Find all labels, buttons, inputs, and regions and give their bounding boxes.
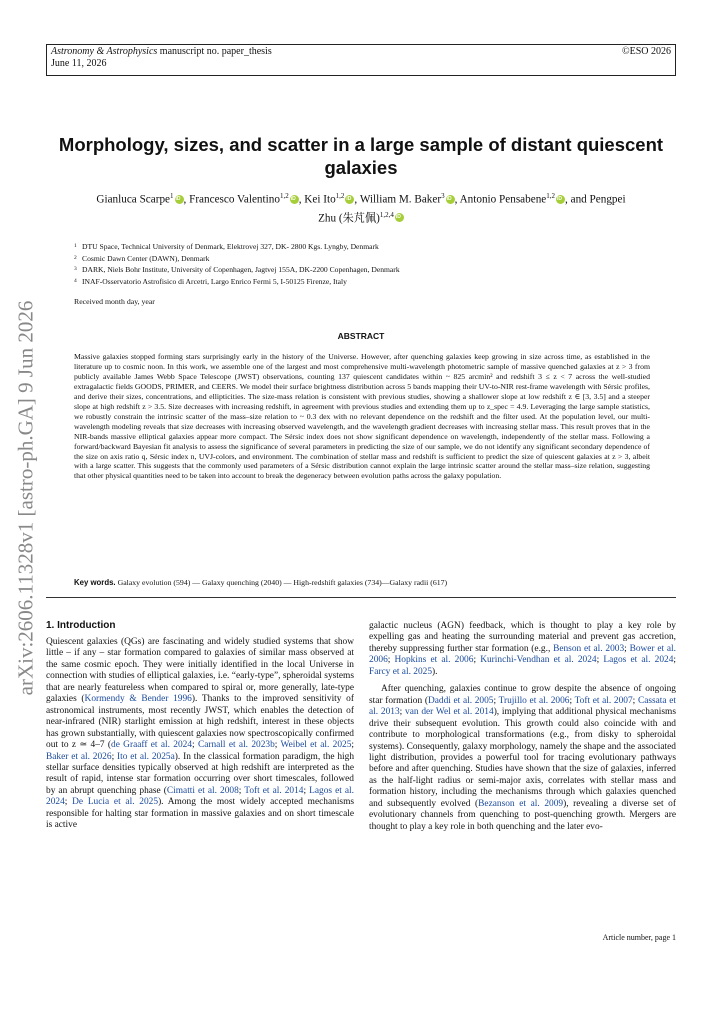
arxiv-id[interactable]: arXiv:2606.11328v1 [astro-ph.GA] 9 Jun 2026 [13,300,38,696]
affiliations [74,241,674,287]
citation-link[interactable]: Hopkins et al. 2006 [394,655,474,666]
keywords-label: Key words. [74,578,116,587]
abstract-text [74,352,650,481]
author-connector: , and Pengpei [565,193,626,206]
orcid-icon[interactable] [175,195,184,204]
citation-link[interactable]: Cimatti et al. 2008 [166,785,239,796]
author-affil-sup: 1,2,4 [379,210,394,219]
citation-link[interactable]: Toft et al. 2007 [574,695,633,706]
manuscript-number: manuscript no. paper_thesis [157,46,272,57]
abstract-body: Massive galaxies stopped forming stars surprisingly early in the history of the Universe. However, after quenching galaxies keep growing in size across time, as established in the literature up to cosmic noon. In this work, we assemble one of the largest and most comprehensive multi-wavelength photometric sample of massive quenched galaxies at z > 3 from publicly available James Webb Space Telescope (JWST) observations, counting 137 quiescent candidates within ~ 825 arcmin² and redshift 3 ≤ z < 7 across the well-studied extragalactic fields GOODS, PRIMER, and CEERS. We model their surface brightness distribution across 5 bands mapping their UV-to-NIR rest-frame wavelength with Sérsic profiles, and derive their sizes, concentrations, and ellipticities. The size-mass relation is consistent with previous studies, showing a shallower slope at low redshift z ∈ [3, 3.5] and a steeper slope at high redshift z > 3.5. Size decreases with increasing redshift, in agreement with previous studies and extending them up to z_spec = 4.9. Leveraging the large sample statistics, we robustly constrain the intrinsic scatter of the mass–size relation to ~ 0.3 dex with no relevant dependence on the redshift and the filter used. At the population level, our multi-wavelength modeling reveals that size decreases with increasing observed wavelength, and the wavelength gradient decreases with increasing stellar mass. This result proves that in the NIR-bands massive elliptical galaxies appear more compact. The Sérsic index does not show significant dependence on wavelength, independently of the stellar mass. Following a forward/backward Bayesian fit analysis to assess the significance of several parameters in predicting the size of our sample, we do not identify any significant secondary dependence of the size on axis ratio q, Sérsic index n, UVJ-colors, and environment. The combination of stellar mass and redshift is sufficient to predict the size of quiescent galaxies at z > 3, albeit with a large scatter. This suggests that the commonly used parameters of a Sérsic distribution cannot explain the large intrinsic scatter around the stellar mass–size relation, suggesting that other physical quantities need to be taken into account to break the degeneracy between evolution paths across the galaxy population. [74,352,650,481]
author-name: William M. Baker [359,193,442,206]
body-text: ; [303,785,310,796]
author-name: Francesco Valentino [189,193,280,206]
author-list [46,189,676,226]
author-line-1: Gianluca Scarpe$^1$iD , Francesco Valentino$^{1,2}$iD , Kei Ito$^{1,2}$iD , William M. Baker$^3$iD , Antonio Pensabene$^{1,2}$iD , and Pengpei [46,189,676,208]
citation-link[interactable]: Ito et al. 2025a [117,751,175,762]
keywords [74,578,674,587]
body-text: After quenching, galaxies continue to grow despite the absence of ongoing star formation ( [369,684,676,706]
citation-link[interactable]: Lagos et al. 2024 [603,655,674,666]
affiliation-text: DTU Space, Technical University of Denmark, Elektrovej 327, DK- 2800 Kgs. Lyngby, Denmark [82,242,379,251]
copyright: ©ESO 2026 [622,46,671,57]
citation-link[interactable]: Kurinchi-Vendhan et al. 2024 [480,655,597,666]
citation-link[interactable]: Cassata et al. 2013 [369,695,676,718]
citation-link[interactable]: Toft et al. 2014 [244,785,304,796]
body-text: ; [473,655,481,666]
body-text: ; [673,655,677,666]
body-text: ; [493,695,499,706]
page-footer: Article number, page 1 [602,933,676,942]
citation-link[interactable]: Bower et al. 2006 [369,643,676,666]
citation-link[interactable]: De Lucia et al. 2025 [72,797,159,808]
intro-column-left [46,637,354,832]
author-affil-sup: 3 [441,192,445,200]
citation-link[interactable]: Farcy et al. 2025 [369,666,433,677]
author-name: Zhu (朱芃佩) [318,212,380,225]
citation-link[interactable]: Daddi et al. 2005 [427,695,494,706]
author-name: Gianluca Scarpe [96,193,171,206]
author-affil-sup: 1,2 [546,192,556,200]
body-text: ; [387,655,395,666]
author-line-2 [46,208,676,227]
intro-paragraph-1-cont [369,621,676,678]
header-date: June 11, 2026 [51,58,107,69]
body-text: Quiescent galaxies (QGs) are fascinating and widely studied systems that show little – if any – star formation compared to galaxies of similar mass observed at the same cosmic epoch. They were initially identified in the local Universe in connection with studies of elliptical galaxies, i.e. “early-type”, spheroidal systems that are nearly featureless when compared to spiral or, more generally, late-type galaxies ( [46,637,354,705]
orcid-icon[interactable] [556,195,565,204]
author-name: Kei Ito [304,193,336,206]
received-date: Received month day, year [74,297,155,306]
section-heading: 1. Introduction [46,620,116,631]
citation-link[interactable]: Trujillo et al. 2006 [498,695,570,706]
body-text: ; [569,695,575,706]
citation-link[interactable]: de Graaff et al. 2024 [111,740,193,751]
citation-link[interactable]: Kormendy & Bender 1996 [84,694,192,705]
body-text: galactic nucleus (AGN) feedback, which is thought to play a key role by expelling gas and heating the surrounding material and prevent gas accretion, thereby suppressing further star formation (e.g., [369,621,676,654]
manuscript-header [46,44,676,76]
body-text: ). Among the most widely accepted mechanisms responsible for halting star formation in massive galaxies and on short timescale is active [46,797,355,831]
body-text: ). In the classical formation paradigm, the high stellar surface densities typically observed at high redshift are interpreted as the result of rapid, intense star formation occurring over short timescales, followed by an abrupt quenching phase ( [46,751,355,796]
body-text: ), revealing a diverse set of evolutionary channels from quenching to post-quenching growth. Mergers are thought to play a key role in both quenching and the later evo- [369,798,676,832]
orcid-icon[interactable] [345,195,354,204]
intro-paragraph-1 [46,637,354,832]
body-text: ; [632,695,638,706]
body-text: ; [351,740,354,751]
affiliation-text: Cosmic Dawn Center (DAWN), Denmark [82,253,210,263]
author-affil-sup: 1,2 [279,192,289,200]
body-text: ; [596,655,604,666]
intro-column-right [369,621,676,833]
body-text: ; [238,785,245,796]
abstract-heading: ABSTRACT [337,331,385,341]
arxiv-stamp[interactable] [10,283,42,713]
citation-link[interactable]: Benson et al. 2003 [553,643,625,654]
orcid-icon[interactable] [446,195,455,204]
body-text: ; [192,740,198,751]
affiliation-item [74,276,674,288]
citation-link[interactable]: Bezanson et al. 2009 [478,798,564,809]
author-name: Antonio Pensabene [459,193,547,206]
affiliation-number: 1 [74,243,77,249]
intro-paragraph-2 [369,684,676,833]
body-text: ), implying that additional physical mechanisms drive their subsequent evolution. This growth could also coincide with and contribute to morphological transformations (e.g., from disky to spheroidal systems). Consequently, galaxy morphology, namely the shape and the associated light distribution, provides a powerful tool for tracing evolutionary pathways before and after quenching. Studies have shown that the size of galaxies, inferred as the half-light radius or semi-major axis, correlates with stellar mass and formation history, including the mechanisms through which galaxies quenched and subsequently evolved ( [369,707,676,809]
affiliation-number: 4 [74,277,77,284]
author-affil-sup: 1 [170,192,174,200]
citation-link[interactable]: Baker et al. 2026 [46,751,112,762]
orcid-icon[interactable] [395,213,404,222]
affiliation-item [74,253,674,265]
affiliation-text: DARK, Niels Bohr Institute, University of Copenhagen, Jagtvej 155A, DK-2200 Copenhagen, Denmark [82,265,400,275]
body-text: ; [64,797,73,808]
header-left [51,46,272,70]
citation-link[interactable]: Lagos et al. 2024 [46,785,355,808]
author-affil-sup: 1,2 [335,192,345,200]
body-text: ; [274,740,281,751]
divider [46,597,676,598]
body-text: ). [432,666,438,677]
affiliation-item [74,241,674,253]
affiliation-number: 2 [74,254,77,261]
affiliation-item [74,264,674,276]
orcid-icon[interactable] [290,195,299,204]
keywords-list: Galaxy evolution (594) — Galaxy quenching (2040) — High-redshift galaxies (734)—Galaxy radii (617) [117,578,448,587]
citation-link[interactable]: Weibel et al. 2025 [280,740,352,751]
body-text: ). Thanks to the improved sensitivity of astronomical instruments, most recently JWST, which enables the detection of near-infrared (NIR) starlight emission at high redshift, interest in these objects has grown substantially, with quiescent galaxies now spectroscopically confirmed out to z ≃ 4–7 ( [46,694,354,751]
journal-name: Astronomy & Astrophysics [51,46,158,57]
citation-link[interactable]: van der Wel et al. 2014 [405,707,494,718]
affiliation-text: INAF-Osservatorio Astrofisico di Arcetri, Largo Enrico Fermi 5, I-50125 Firenze, Italy [82,276,347,286]
body-text: ; [399,707,406,718]
paper-title: Morphology, sizes, and scatter in a large sample of distant quiescent galaxies [58,134,664,178]
body-text: ; [111,751,118,762]
body-text: ; [624,643,630,654]
affiliation-number: 3 [74,266,77,273]
citation-link[interactable]: Carnall et al. 2023b [197,740,275,751]
